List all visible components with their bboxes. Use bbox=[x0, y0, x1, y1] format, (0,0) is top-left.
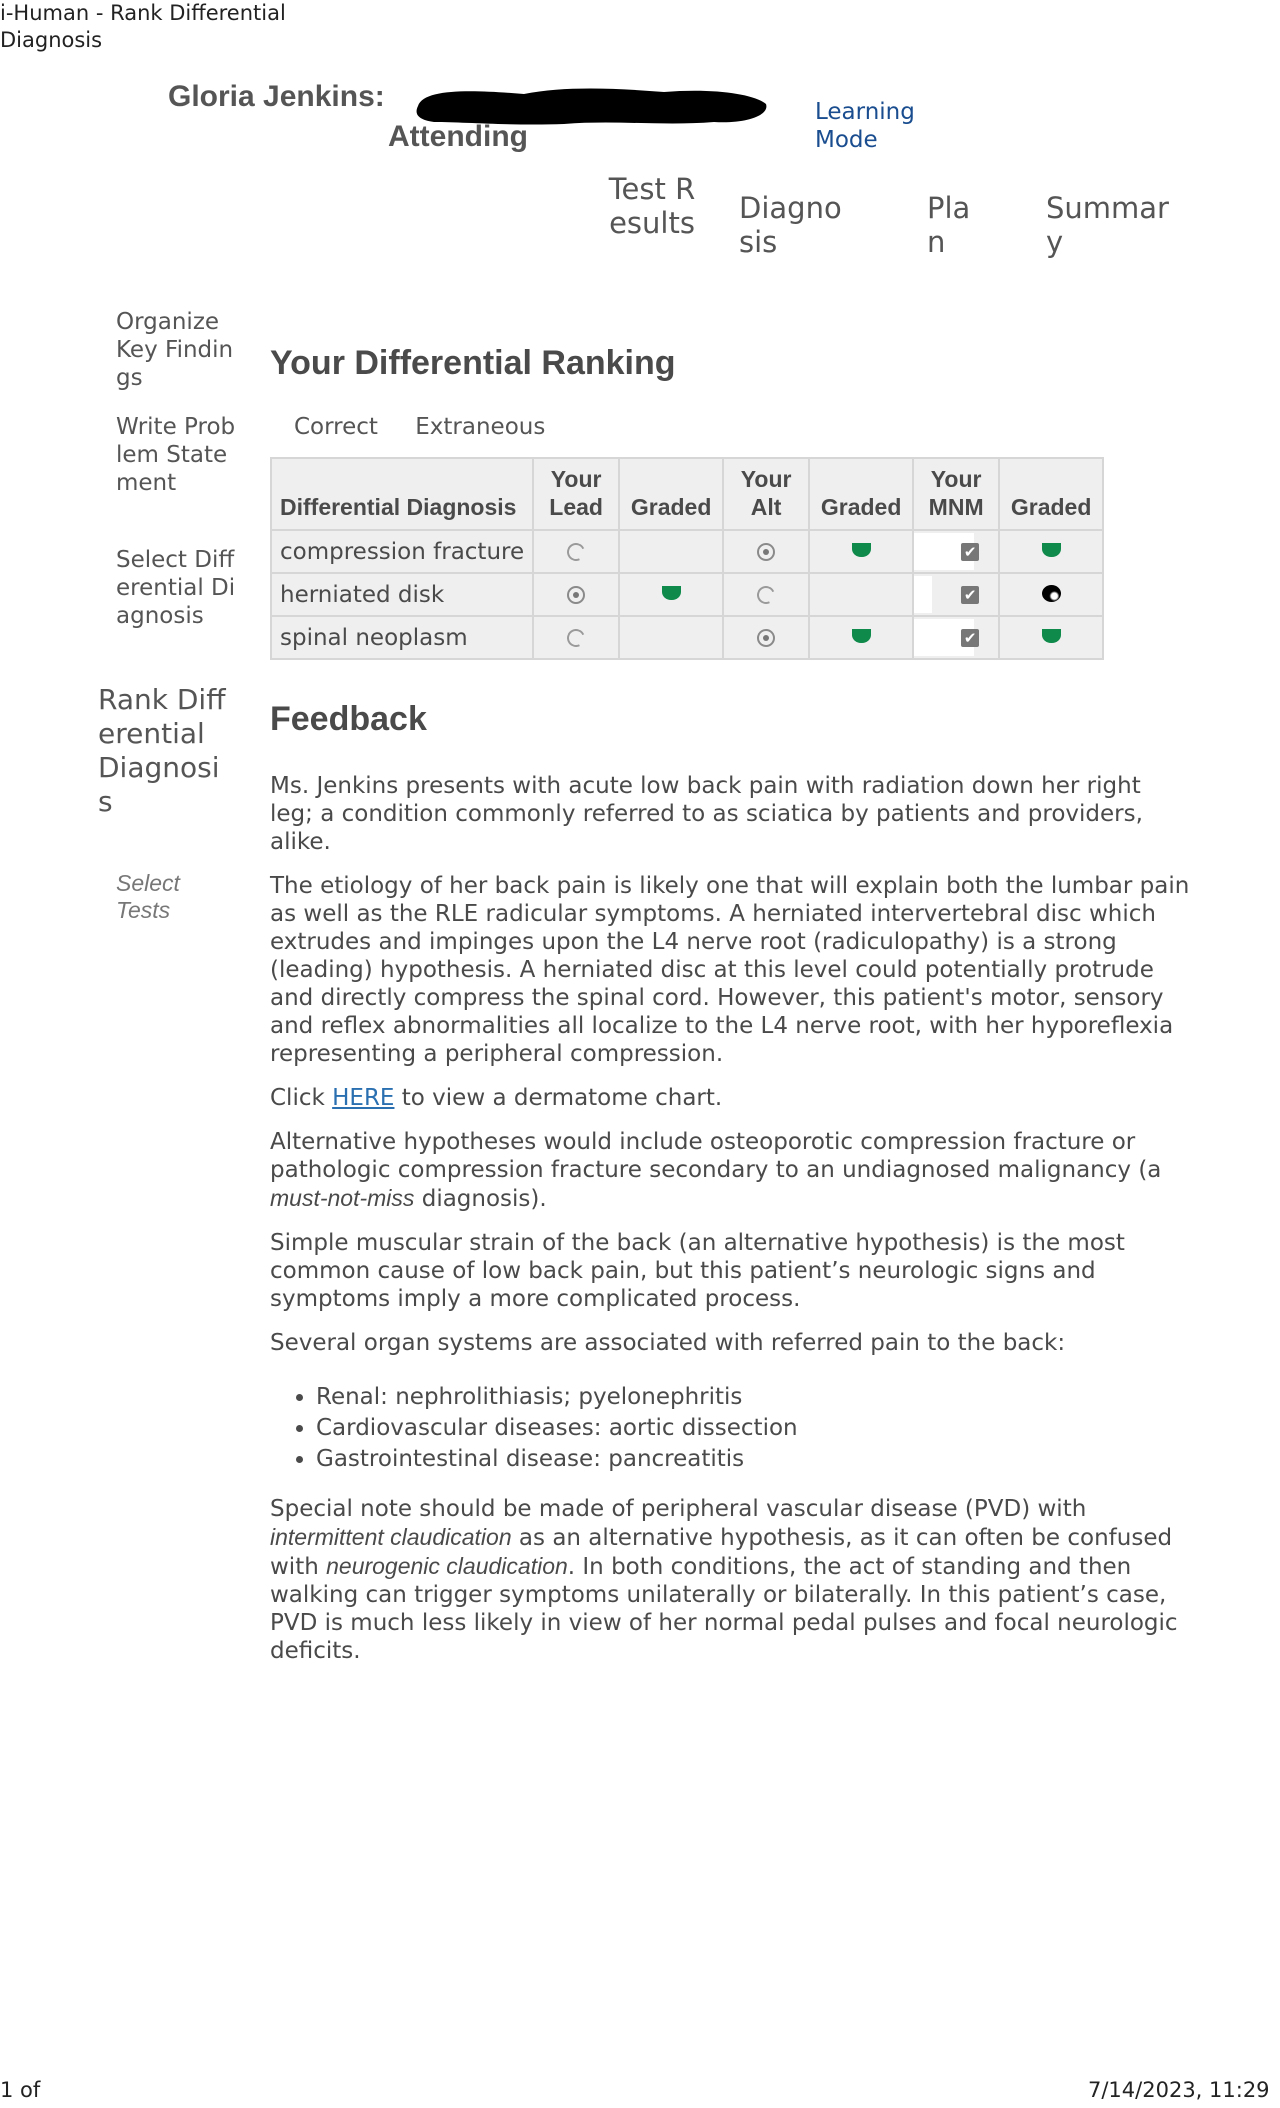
mnm-graded-cell bbox=[999, 573, 1103, 616]
mnm-graded-cell bbox=[999, 530, 1103, 573]
print-page-title: i-Human - Rank Differential bbox=[0, 1, 286, 25]
tab-test-results[interactable]: Test Results bbox=[608, 172, 696, 240]
col-header-your-alt: Your Alt bbox=[723, 458, 809, 530]
lead-graded-cell bbox=[619, 616, 723, 659]
col-header-your-lead: Your Lead bbox=[533, 458, 619, 530]
ranking-heading: Your Differential Ranking bbox=[270, 344, 676, 382]
col-header-alt-graded: Graded bbox=[809, 458, 913, 530]
table-header-row bbox=[271, 458, 1103, 530]
legend-correct: Correct bbox=[294, 414, 378, 440]
print-date: 7/14/2023, 11:29 bbox=[1088, 2078, 1270, 2102]
alt-cell bbox=[723, 616, 809, 659]
feedback-text: Click bbox=[270, 1085, 333, 1111]
feedback-paragraph bbox=[270, 1084, 1190, 1112]
diagnosis-name: herniated disk bbox=[271, 573, 533, 616]
patient-name: Gloria Jenkins: bbox=[168, 80, 385, 113]
extraneous-mark-icon bbox=[1042, 585, 1061, 602]
dermatome-chart-link[interactable]: HERE bbox=[332, 1085, 395, 1111]
attending-label: Attending bbox=[388, 120, 528, 153]
mnm-cell bbox=[913, 530, 999, 573]
correct-mark-icon bbox=[1042, 629, 1061, 643]
differential-ranking-table bbox=[270, 457, 1104, 660]
feedback-heading: Feedback bbox=[270, 700, 427, 738]
list-item: • Gastrointestinal disease: pancreatitis bbox=[316, 1445, 1190, 1473]
mnm-checkbox[interactable]: ✔ bbox=[961, 543, 979, 561]
feedback-paragraph: Ms. Jenkins presents with acute low back pain with radiation down her right leg; a condition commonly referred to as sciatica by patients and providers, alike. bbox=[270, 773, 1143, 855]
grading-legend bbox=[294, 414, 575, 440]
feedback-paragraph: The etiology of her back pain is likely one that will explain both the lumbar pain as well as the RLE radicular symptoms. A herniated intervertebral disc which extrudes and impinges upon the L4 nerve root (radiculopathy) is a strong (leading) hypothesis. A herniated disc at this level could potentially protrude and directly compress the spinal cord. However, this patient's motor, sensory and reflex abnormalities all localize to the L4 nerve root, with her hyporeflexia representing a peripheral compression. bbox=[270, 873, 1190, 1067]
table-row bbox=[271, 573, 1103, 616]
feedback-emphasis: neurogenic claudication bbox=[326, 1553, 568, 1579]
table-row bbox=[271, 616, 1103, 659]
mnm-cell bbox=[913, 616, 999, 659]
learning-mode-link[interactable]: Learning Mode bbox=[815, 99, 915, 153]
diagnosis-name: spinal neoplasm bbox=[271, 616, 533, 659]
correct-mark-icon bbox=[662, 586, 681, 600]
alt-cell bbox=[723, 530, 809, 573]
lead-radio[interactable] bbox=[565, 540, 588, 563]
col-header-mnm-graded: Graded bbox=[999, 458, 1103, 530]
lead-cell bbox=[533, 616, 619, 659]
mnm-checkbox[interactable]: ✔ bbox=[961, 629, 979, 647]
correct-mark-icon bbox=[1042, 543, 1061, 557]
diagnosis-name: compression fracture bbox=[271, 530, 533, 573]
referred-pain-list bbox=[270, 1383, 1190, 1473]
alt-cell bbox=[723, 573, 809, 616]
list-item: • Cardiovascular diseases: aortic dissection bbox=[316, 1414, 1190, 1442]
alt-graded-cell bbox=[809, 530, 913, 573]
lead-radio[interactable] bbox=[565, 626, 588, 649]
feedback-emphasis: must-not-miss bbox=[270, 1185, 415, 1211]
feedback-paragraph: Simple muscular strain of the back (an alternative hypothesis) is the most common cause of low back pain, but this patient’s neurologic signs and symptoms imply a more complicated process. bbox=[270, 1230, 1125, 1312]
mnm-cell bbox=[913, 573, 999, 616]
feedback-text: Special note should be made of peripheral vascular disease (PVD) with bbox=[270, 1496, 1087, 1522]
correct-mark-icon bbox=[852, 543, 871, 557]
feedback-emphasis: intermittent claudication bbox=[270, 1524, 512, 1550]
print-page-count: 1 of bbox=[0, 2078, 41, 2102]
feedback-text: Alternative hypotheses would include osteoporotic compression fracture or pathologic compression fracture secondary to an undiagnosed malignancy (a bbox=[270, 1129, 1162, 1183]
feedback-paragraph bbox=[270, 1128, 1190, 1213]
legend-extraneous: Extraneous bbox=[415, 414, 546, 440]
list-item: • Renal: nephrolithiasis; pyelonephritis bbox=[316, 1383, 1190, 1411]
col-header-lead-graded: Graded bbox=[619, 458, 723, 530]
correct-mark-icon bbox=[852, 629, 871, 643]
lead-cell bbox=[533, 573, 619, 616]
print-page-title-continued: Diagnosis bbox=[0, 28, 103, 52]
alt-radio[interactable] bbox=[757, 543, 775, 561]
alt-graded-cell bbox=[809, 573, 913, 616]
alt-graded-cell bbox=[809, 616, 913, 659]
feedback-text: as an alternative hypothesis, as it can often be confused with bbox=[270, 1525, 1173, 1580]
mnm-graded-cell bbox=[999, 616, 1103, 659]
lead-radio[interactable] bbox=[567, 586, 585, 604]
lead-graded-cell bbox=[619, 573, 723, 616]
alt-radio[interactable] bbox=[755, 583, 778, 606]
sidebar-item-rank-differential-diagnosis[interactable]: Rank Differential Diagnosis bbox=[98, 683, 226, 818]
feedback-paragraph: Several organ systems are associated with referred pain to the back: bbox=[270, 1330, 1066, 1356]
tab-diagnosis[interactable]: Diagnosis bbox=[739, 191, 842, 259]
mnm-checkbox[interactable]: ✔ bbox=[961, 586, 979, 604]
lead-cell bbox=[533, 530, 619, 573]
col-header-diagnosis: Differential Diagnosis bbox=[271, 458, 533, 530]
table-row bbox=[271, 530, 1103, 573]
feedback-body bbox=[270, 772, 1190, 1681]
lead-graded-cell bbox=[619, 530, 723, 573]
sidebar-item-select-differential-diagnosis[interactable]: Select Differential Diagnosis bbox=[116, 547, 236, 629]
sidebar-item-organize-key-findings[interactable]: Organize Key Findings bbox=[116, 309, 234, 391]
feedback-text: diagnosis). bbox=[414, 1186, 547, 1212]
feedback-paragraph bbox=[270, 1495, 1190, 1665]
col-header-your-mnm: Your MNM bbox=[913, 458, 999, 530]
sidebar-item-select-tests: Select Tests bbox=[116, 870, 180, 923]
tab-plan[interactable]: Plan bbox=[927, 191, 971, 259]
feedback-text: . In both conditions, the act of standing and then walking can trigger symptoms unilaterally or bilaterally. In this patient’s case, PVD is much less likely in view of her normal pedal pulses and focal neurologic deficits. bbox=[270, 1554, 1178, 1664]
feedback-text: to view a dermatome chart. bbox=[394, 1085, 723, 1111]
alt-radio[interactable] bbox=[757, 629, 775, 647]
sidebar-item-write-problem-statement[interactable]: Write Problem Statement bbox=[116, 414, 236, 496]
tab-summary[interactable]: Summary bbox=[1046, 191, 1169, 259]
